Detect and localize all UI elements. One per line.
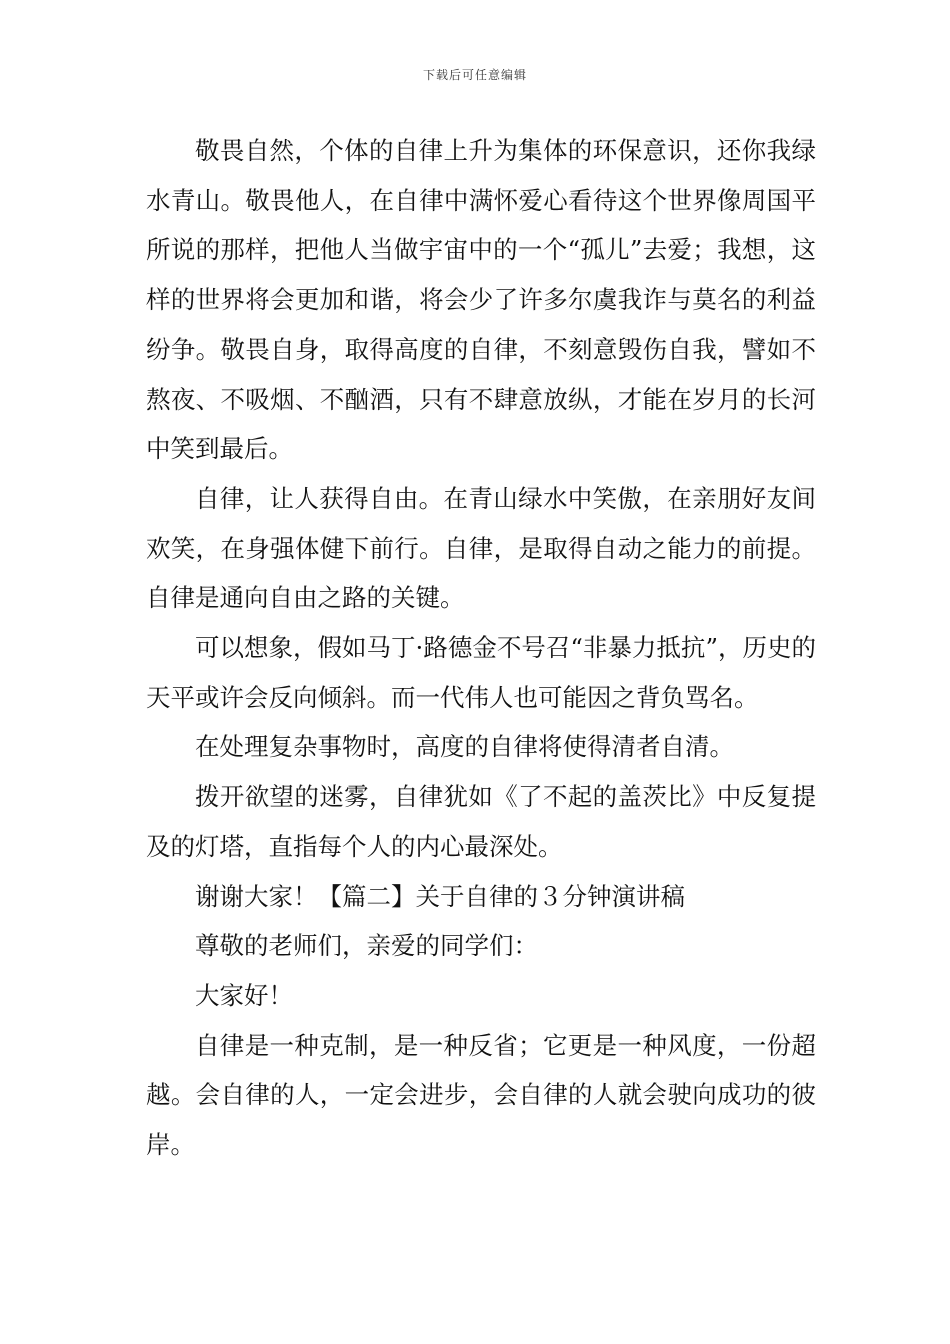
paragraph-mlk: 可以想象，假如马丁·路德金不号召“非暴力抵抗”，历史的天平或许会反向倾斜。而一代伟人也可能因之背负骂名。 <box>146 633 816 712</box>
paragraph-respect: 敬畏自然，个体的自律上升为集体的环保意识，还你我绿水青山。敬畏他人，在自律中满怀爱心看待这个世界像周国平所说的那样，把他人当做宇宙中的一个“孤儿”去爱；我想，这样的世界将会更加和谐，将会少了许多尔虞我诈与莫名的利益纷争。敬畏自身，取得高度的自律，不刻意毁伤自我，譬如不熬夜、不吸烟、不酗酒，只有不肆意放纵，才能在岁月的长河中笑到最后。 <box>146 136 816 464</box>
paragraph-greeting: 大家好！ <box>195 980 293 1010</box>
document-body <box>146 126 816 1170</box>
paragraph-self-discipline: 自律是一种克制，是一种反省；它更是一种风度，一份超越。会自律的人，一定会进步，会自律的人就会驶向成功的彼岸。 <box>146 1030 816 1160</box>
paragraph-lighthouse: 拨开欲望的迷雾，自律犹如《了不起的盖茨比》中反复提及的灯塔，直指每个人的内心最深处。 <box>146 782 816 861</box>
header-note: 下载后可任意编辑 <box>422 68 527 82</box>
paragraph-salutation: 尊敬的老师们，亲爱的同学们： <box>195 931 538 961</box>
paragraph-thanks-section-title: 谢谢大家！【篇二】关于自律的３分钟演讲稿 <box>195 881 685 911</box>
paragraph-freedom: 自律，让人获得自由。在青山绿水中笑傲，在亲朋好友间欢笑，在身强体健下前行。自律，是取得自动之能力的前提。自律是通向自由之路的关键。 <box>146 483 816 613</box>
paragraph-complex-matters: 在处理复杂事物时，高度的自律将使得清者自清。 <box>195 732 734 762</box>
